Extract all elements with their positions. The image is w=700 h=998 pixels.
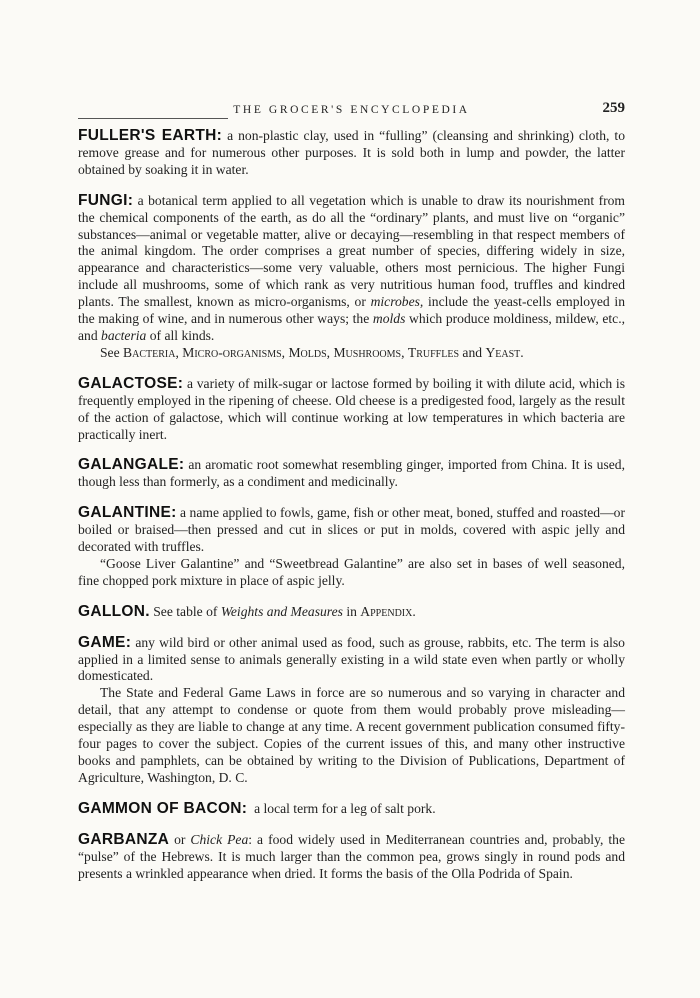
see-also [78, 345, 625, 362]
headword: GAMMON OF BACON: [78, 799, 248, 817]
headword: FULLER'S EARTH: [78, 127, 223, 144]
cross-reference: Yeast [485, 344, 521, 360]
cross-reference: Molds [288, 344, 327, 360]
cross-reference: Micro-organisms [182, 344, 282, 360]
definition-paragraph: The State and Federal Game Laws in force are so numerous and so varying in character and detail, that any attempt to condense or quote from them would probably prove misleading—especially as they are liable to change at any time. A recent government publication consumed fifty-four pages to cover the subject. Copies of the current issues of this, and many other instructive books and pamphlets, can be obtained by writing to the Division of Publications, Department of Agriculture, Washington, D. C. [78, 685, 625, 785]
separator: , [175, 344, 183, 360]
italic-term: Weights and Measures [220, 603, 343, 619]
headword: GARBANZA [78, 830, 170, 848]
cross-reference: Mushrooms [333, 344, 402, 360]
entry-gammon-of-bacon [78, 801, 625, 818]
definition: . [412, 603, 416, 619]
definition: include the yeast-cells employed in the making of wine, and in numerous other ways; the [78, 294, 625, 327]
definition: in [342, 603, 361, 619]
entry-galactose [78, 376, 625, 444]
running-header [78, 100, 625, 120]
running-title: THE GROCER'S ENCYCLOPEDIA [233, 104, 470, 116]
italic-term: bacteria [101, 327, 147, 343]
separator: . [520, 344, 524, 360]
cross-reference: Bacteria [123, 344, 176, 360]
definition: a non-plastic clay, used in “fulling” (cleansing and shrinking) cloth, to remove grease and for numerous other purposes. It is sold both in lump and powder, the latter obtained by soaking it in water. [78, 128, 625, 177]
headword: GALANGALE: [78, 456, 185, 474]
definition: any wild bird or other animal used as food, such as grouse, rabbits, etc. The term is also applied in a limited sense to animals generally existing in a wild state even when partly or wholly domesticated. [78, 634, 625, 684]
definition: See table of [153, 603, 221, 619]
page-number: 259 [602, 100, 625, 116]
definition-paragraph: “Goose Liver Galantine” and “Sweetbread Galantine” are also set in bases of well seasoned, fine chopped pork mixture in place of aspic jelly. [78, 555, 625, 588]
definition: which produce moldiness, mildew, etc., and [78, 311, 625, 343]
separator: , [326, 344, 334, 360]
definition: an aromatic root somewhat resembling ginger, imported from China. It is used, though less than formerly, as a condiment and medicinally. [78, 457, 625, 490]
cross-reference: Truffles [407, 344, 460, 360]
headword: GALLON. [78, 602, 150, 620]
definition: : a food widely used in Mediterranean countries and, probably, the “pulse” of the Hebrews. It is much larger than the common pea, grows singly in round pods and presents a wrinkled appearance when dried. It forms the basis of the Olla Podrida of Spain. [78, 831, 625, 881]
definition: a botanical term applied to all vegetation which is unable to draw its nourishment from the chemical components of the earth, as do all the “ordinary” plants, and must live on “organic” substances—animal or vegetable matter, alive or decaying—resembling in that respect members of the animal kingdom. The order comprises a great number of species, differing widely in size, appearance and characteristics—some very valuable, others most pernicious. The higher Fungi include all mushrooms, some of which rank as very nutritious human food, truffles and kindred plants. The smallest, known as micro-organisms, or [78, 192, 625, 310]
headword: FUNGI: [78, 191, 134, 209]
italic-term: microbes, [370, 294, 424, 310]
entry-fullers-earth [78, 128, 625, 179]
definition: a local term for a leg of salt pork. [254, 800, 436, 816]
separator: , [281, 344, 289, 360]
header-rule [78, 118, 228, 119]
encyclopedia-entries [78, 128, 625, 896]
definition: a name applied to fowls, game, fish or other meat, boned, stuffed and roasted—or boiled or braised—then pressed and cut in slices or put in molds, covered with aspic jelly and decorated with truffles. [78, 505, 625, 555]
definition: or [169, 831, 191, 847]
separator: , [401, 344, 408, 360]
see-prefix: See [100, 344, 124, 360]
entry-galantine [78, 505, 625, 590]
separator: and [459, 344, 486, 360]
italic-term: molds [372, 311, 406, 327]
cross-reference: Appendix [360, 603, 413, 619]
entry-galangale [78, 457, 625, 491]
definition: a variety of milk-sugar or lactose formed by boiling it with dilute acid, which is frequently employed in the ripening of cheese. Old cheese is a predigested food, largely as the result of the action of galactose, which will continue working at low temperatures in which bacteria are practically inert. [78, 375, 625, 442]
entry-game [78, 635, 625, 787]
definition: of all kinds. [146, 327, 215, 343]
entry-gallon [78, 604, 625, 621]
entry-fungi [78, 193, 625, 362]
entry-garbanza [78, 832, 625, 883]
italic-term: Chick Pea [190, 831, 249, 847]
headword: GALANTINE: [78, 504, 177, 522]
headword: GALACTOSE: [78, 374, 184, 392]
headword: GAME: [78, 633, 132, 651]
